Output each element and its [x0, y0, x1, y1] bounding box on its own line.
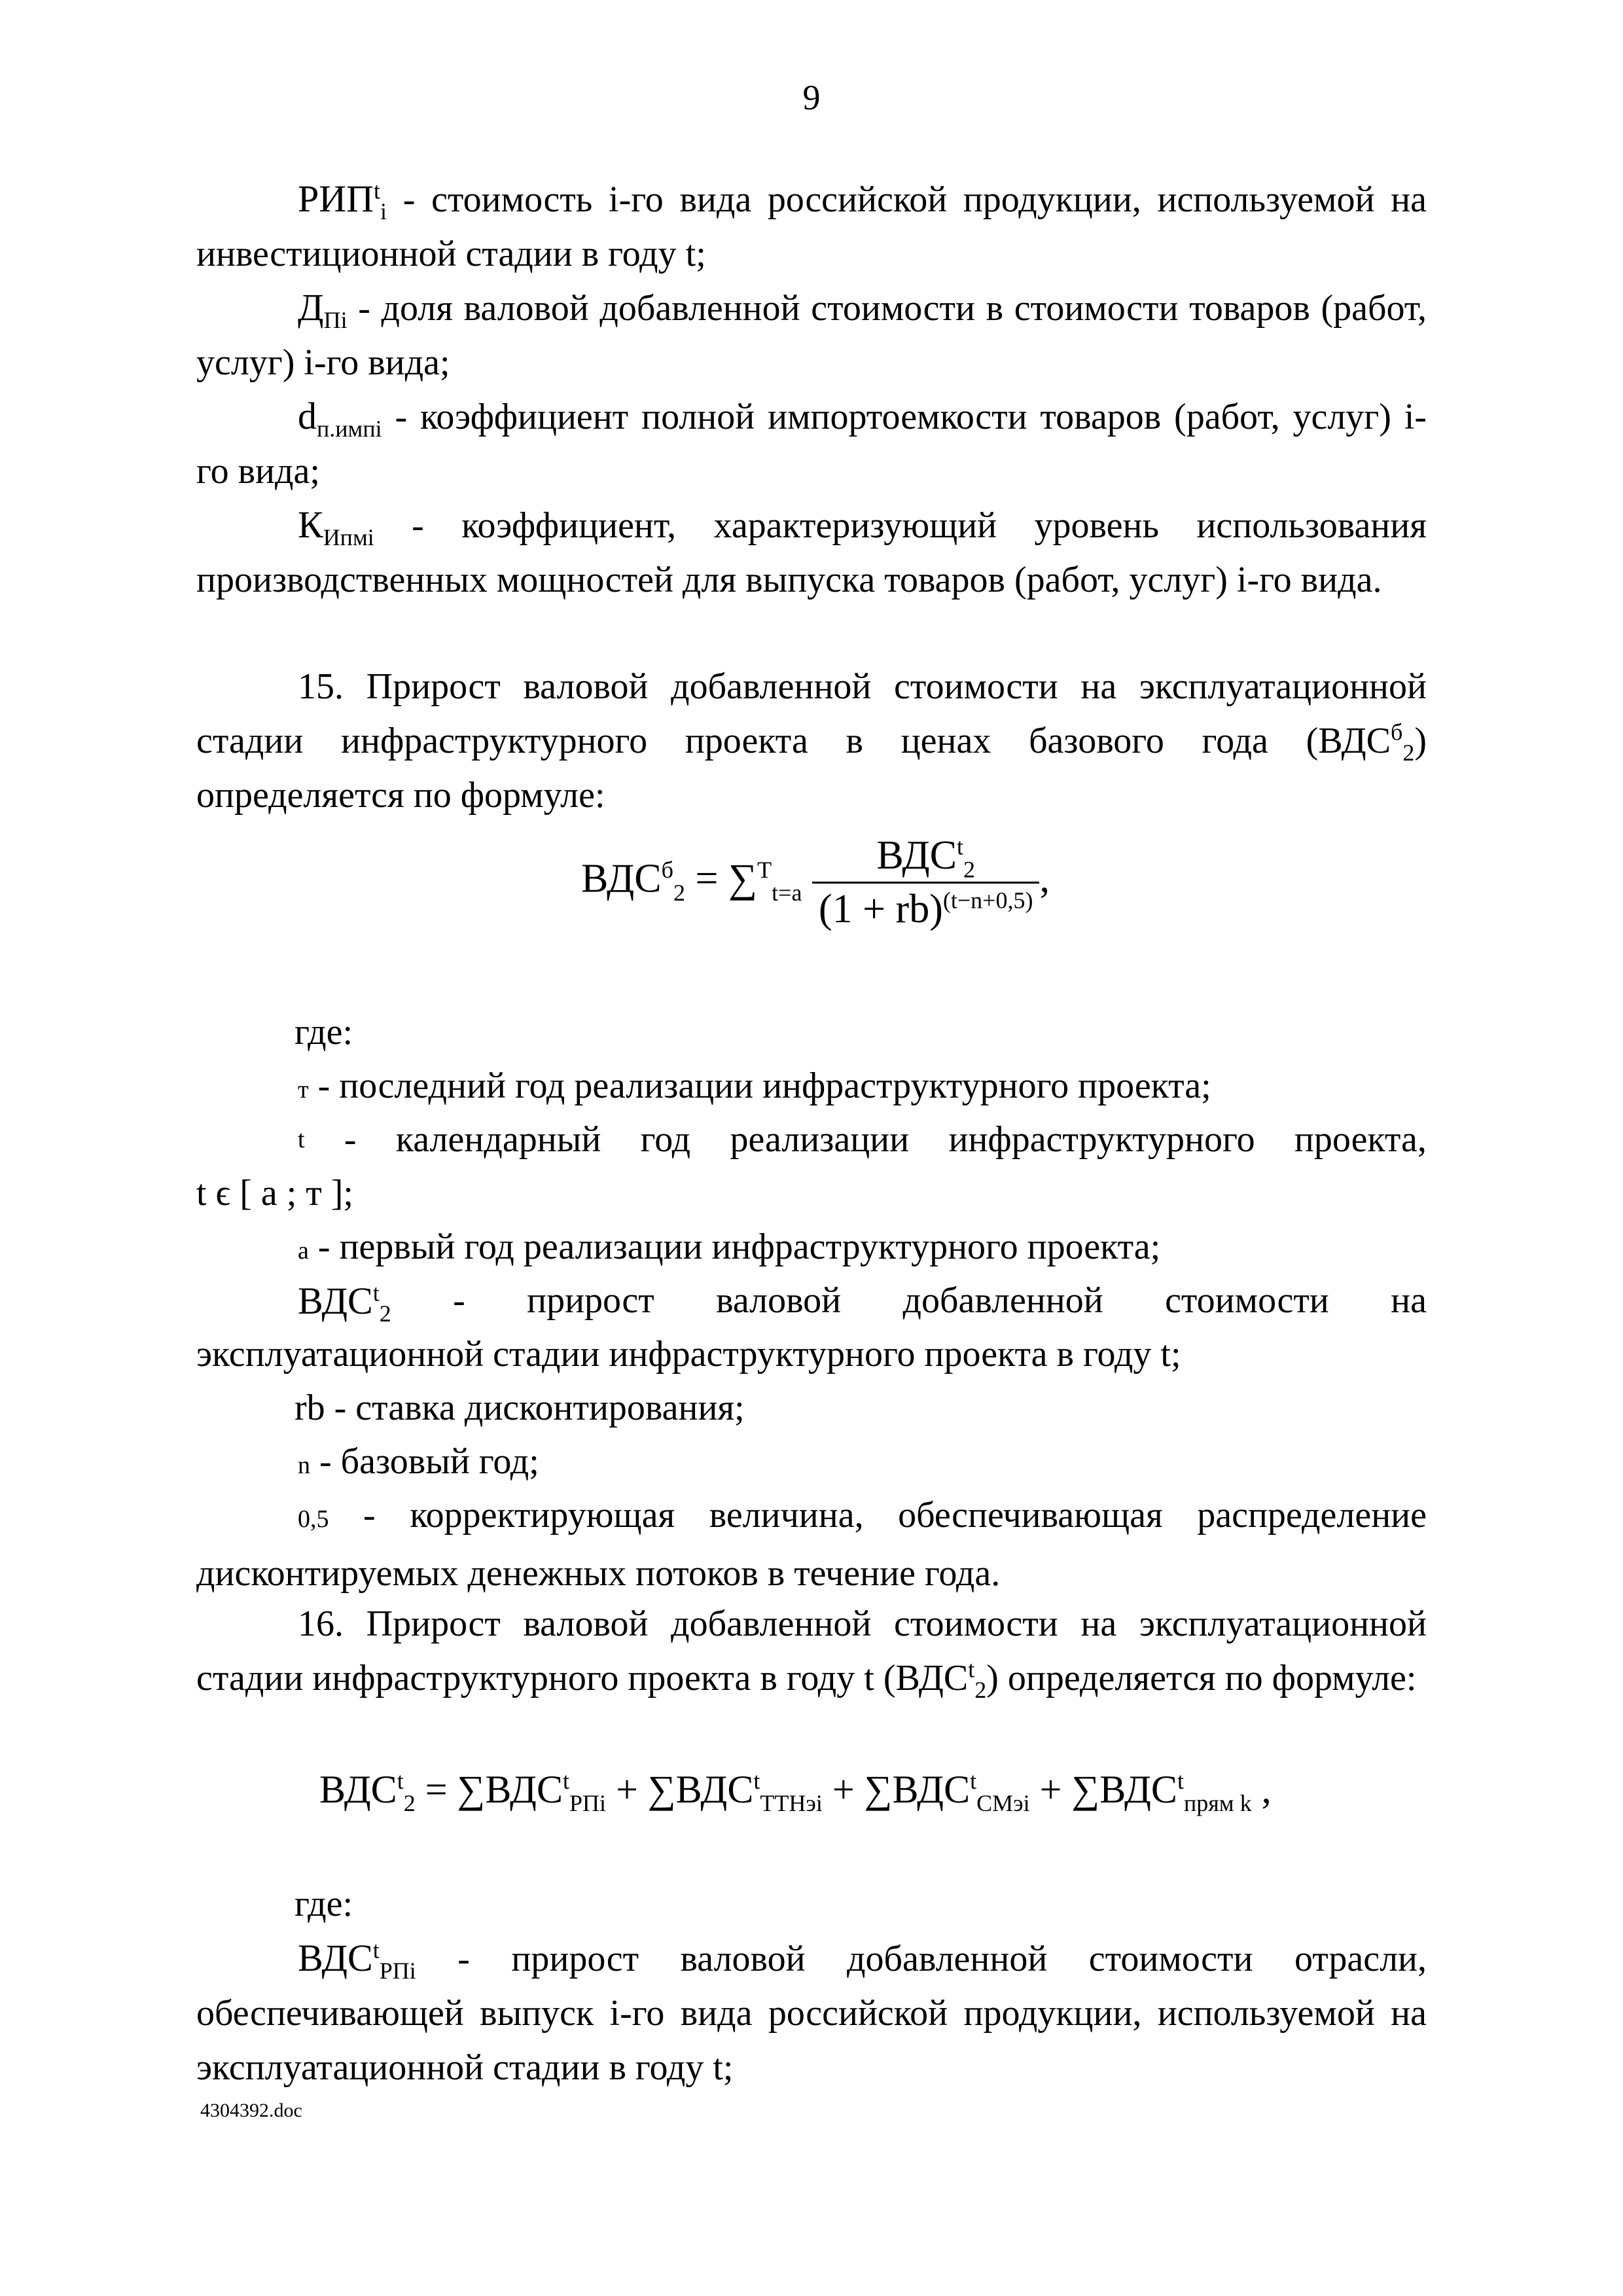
def-kipm: $К_{Ипмi}$ - коэффициент, характеризующий уровень использования производственных мощностей для выпуска товаров (работ, услуг) i-го вида. [196, 503, 1427, 600]
def-a: a - первый год реализации инфраструктурного проекта; [298, 1227, 1161, 1267]
formula-vds-t: $ВДС^t_2 = \sum ВДС^t_{РПi} + \sum ВДС^t_{ТТНэi} + \sum ВДС^t_{СМэi} + \sum ВДС^t_{прям k}$ , [319, 1768, 1272, 1816]
def-T: т - последний год реализации инфраструктурного проекта; [298, 1066, 1211, 1106]
def-t-range: t ϵ [ a ; т ]; [196, 1173, 353, 1213]
formula-term-pryam: $\sum ВДС^t_{прям k}$ [1071, 1768, 1252, 1816]
def-vds-rp: $ВДС^t_{РПi}$ - прирост валовой добавленной стоимости отрасли, обеспечивающей выпуск i-го вида российской продукции, используемой на эксплуатационной стадии в году t; [196, 1937, 1427, 2088]
formula-vds-base: $ВДС^б_2 = \sum^T_{t=a}$ $\frac{ВДС^t_2}{(1 + rb)^{(t-n+0,5)}}$ , [581, 833, 1050, 931]
formula-fraction: $\frac{ВДС^t_2}{(1 + rb)^{(t-n+0,5)}}$ [812, 833, 1040, 933]
def-rip: $РИП^t_i$ - стоимость i-го вида российской продукции, используемой на инвестиционной стадии в году t; [196, 177, 1427, 274]
paragraph-15: 15. Прирост валовой добавленной стоимости на эксплуатационной стадии инфраструктурного проекта в ценах базового года $(ВДС^б_2)$ определяется по формуле: [196, 666, 1427, 816]
where-label-2: где: [294, 1884, 353, 1924]
footer-filename: 4304392.doc [200, 2100, 302, 2121]
def-vds2t-cont: эксплуатационной стадии инфраструктурного проекта в году t; [196, 1334, 1181, 1374]
def-vds2t: $ВДС^t_2$ - прирост валовой добавленной стоимости на [298, 1280, 1427, 1327]
def-t: t - календарный год реализации инфраструктурного проекта, [298, 1119, 1427, 1160]
where-label-1: где: [294, 1012, 353, 1052]
def-05: 0,5 - корректирующая величина, обеспечивающая распределение дисконтируемых денежных потоков в течение года. [196, 1495, 1427, 1594]
def-dp: $Д_{Пi}$ - доля валовой добавленной стоимости в стоимости товаров (работ, услуг) i-го вида; [196, 286, 1427, 383]
page-number: 9 [802, 78, 821, 117]
def-n: n - базовый год; [298, 1441, 539, 1482]
formula-term-sm: $\sum ВДС^t_{СМэi}$ [864, 1768, 1030, 1816]
def-rb: rb - ставка дисконтирования; [294, 1388, 745, 1428]
formula-term-ttn: $\sum ВДС^t_{ТТНэi}$ [647, 1768, 823, 1816]
formula-term-rp: $\sum ВДС^t_{РПi}$ [457, 1768, 607, 1816]
paragraph-16: 16. Прирост валовой добавленной стоимости на эксплуатационной стадии инфраструктурного проекта в году t $(ВДС^t_2)$ определяется по формуле: [196, 1604, 1427, 1704]
def-dimp: $d_{п.импi}$ - коэффициент полной импортоемкости товаров (работ, услуг) i-го вида; [196, 395, 1427, 492]
